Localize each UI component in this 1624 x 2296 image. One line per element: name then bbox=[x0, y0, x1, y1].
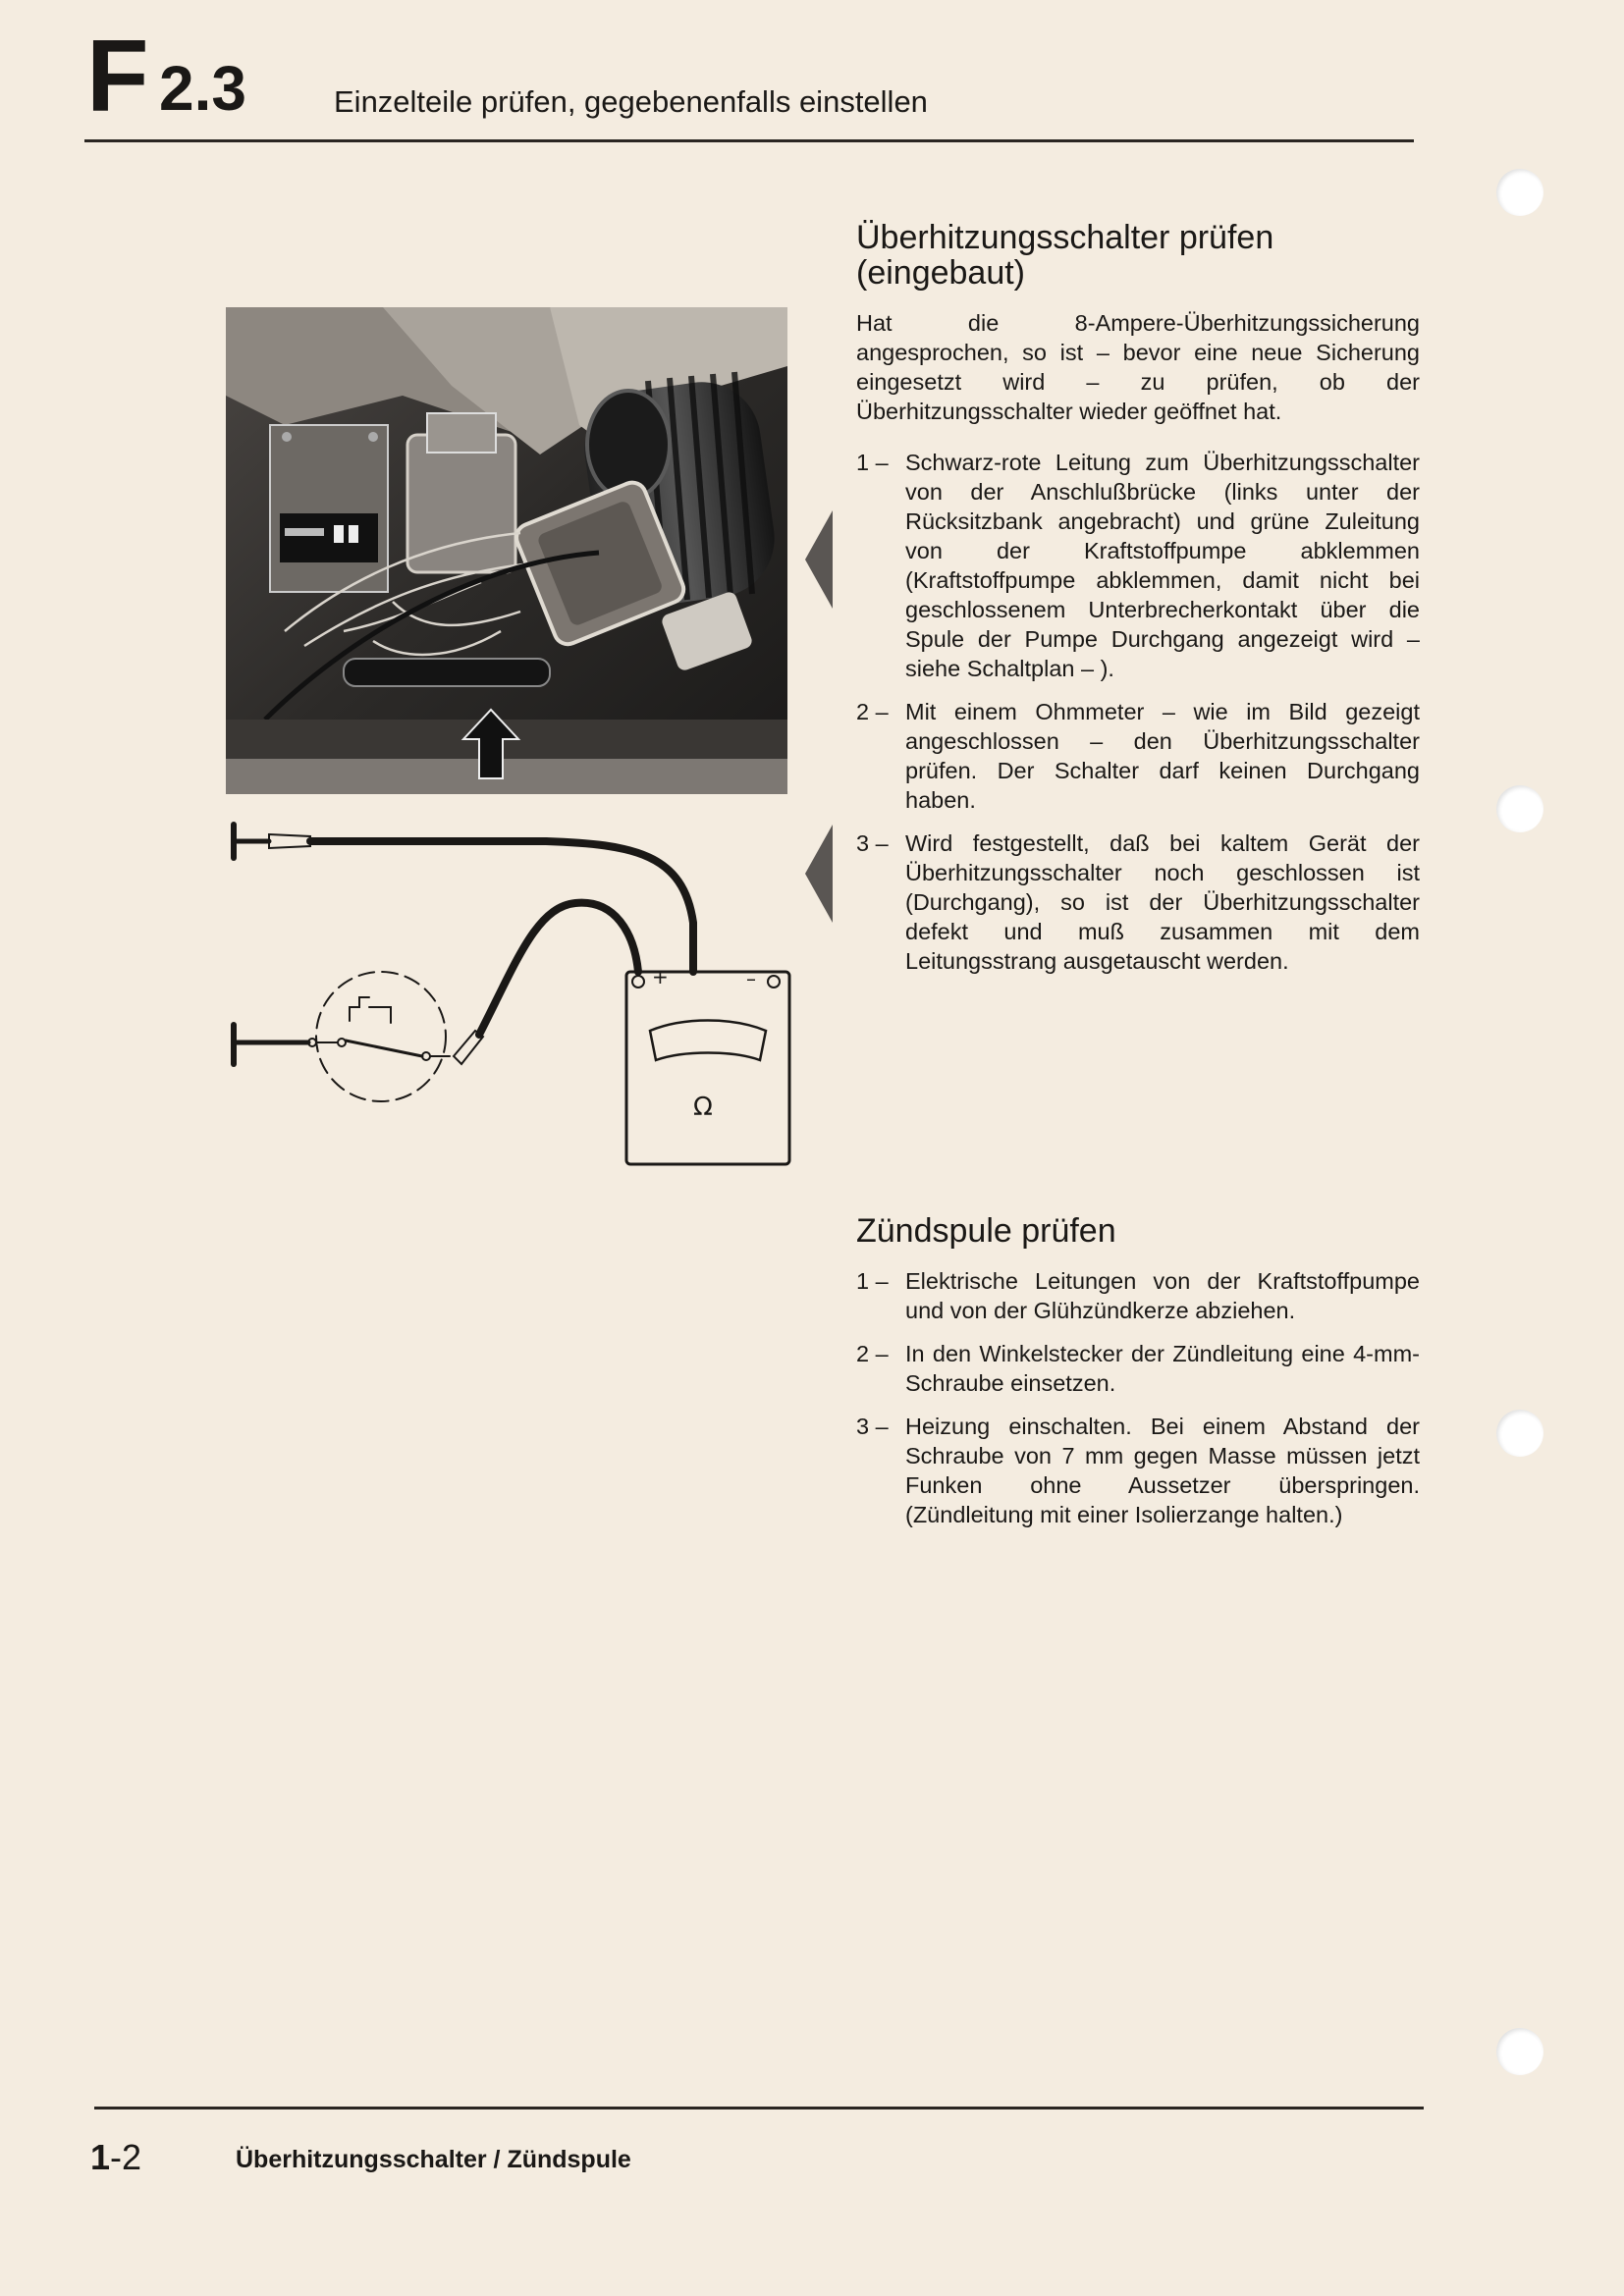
punch-hole bbox=[1496, 2028, 1543, 2075]
section-heading-line1: Überhitzungsschalter prüfen bbox=[856, 219, 1274, 256]
plus-terminal-label: + bbox=[652, 965, 669, 988]
intro-paragraph: Hat die 8-Ampere-Überhitzungssicherung angesprochen, so ist – bevor eine neue Sicherung eingesetzt wird – zu prüfen, ob der Überhitzungsschalter wieder geöffnet hat. bbox=[856, 310, 1420, 424]
step-number: 2 – bbox=[856, 1341, 889, 1366]
ohmmeter-circuit-diagram bbox=[222, 815, 801, 1168]
step-number: 2 – bbox=[856, 699, 889, 724]
step-number: 3 – bbox=[856, 1414, 889, 1439]
section-heading-line2: (eingebaut) bbox=[856, 254, 1026, 292]
step-number: 1 – bbox=[856, 1268, 889, 1294]
overheat-switch-section bbox=[856, 220, 1420, 976]
footer-title: Überhitzungsschalter / Zündspule bbox=[236, 2146, 631, 2173]
step-text: Mit einem Ohmmeter – wie im Bild gezeigt angeschlossen – den Überhitzungsschalter prüfen. Der Schalter darf keinen Durchgang haben. bbox=[905, 699, 1420, 813]
step-text: Elektrische Leitungen von der Kraftstoffpumpe und von der Glühzündkerze abziehen. bbox=[905, 1268, 1420, 1323]
list-item bbox=[856, 828, 1420, 976]
step-text: Heizung einschalten. Bei einem Abstand der Schraube von 7 mm gegen Masse müssen jetzt Funken ohne Aussetzer überspringen. (Zündleitung mit einer Isolierzange halten.) bbox=[905, 1414, 1420, 1527]
list-item bbox=[856, 1339, 1420, 1398]
list-item bbox=[856, 1266, 1420, 1325]
list-item bbox=[856, 697, 1420, 815]
section-number: 2.3 bbox=[159, 53, 246, 124]
ohm-symbol: Ω bbox=[693, 1093, 713, 1122]
list-item bbox=[856, 1412, 1420, 1529]
footer-rule bbox=[94, 2107, 1424, 2109]
pointer-arrow-icon bbox=[805, 510, 835, 609]
pointer-arrow-icon bbox=[805, 825, 835, 923]
page-header-title: Einzelteile prüfen, gegebenenfalls einstellen bbox=[334, 84, 928, 119]
punch-hole bbox=[1496, 1410, 1543, 1457]
page-number bbox=[90, 2137, 142, 2177]
step-number: 3 – bbox=[856, 830, 889, 856]
step-text: Schwarz-rote Leitung zum Überhitzungsschalter von der Anschlußbrücke (links unter der Rücksitzbank angebracht) und grüne Zuleitung von der Kraftstoffpumpe abklemmen (Kraftstoffpumpe abklemmen, damit nicht bei geschlossenem Unterbrecherkontakt über die Spule der Pumpe Durchgang angezeigt wird – siehe Schaltplan – ). bbox=[905, 450, 1420, 681]
step-number: 1 – bbox=[856, 450, 889, 475]
installed-switch-photo bbox=[226, 307, 787, 794]
header-rule bbox=[84, 139, 1414, 142]
step-text: In den Winkelstecker der Zündleitung eine 4-mm-Schraube einsetzen. bbox=[905, 1341, 1420, 1396]
page-number-rest: -2 bbox=[110, 2137, 142, 2177]
ignition-coil-section bbox=[856, 1213, 1420, 1529]
page-number-bold: 1 bbox=[90, 2137, 111, 2177]
list-item bbox=[856, 448, 1420, 683]
section-letter: F bbox=[86, 20, 147, 133]
punch-hole bbox=[1496, 169, 1543, 216]
minus-terminal-label: – bbox=[746, 967, 756, 990]
section-heading: Zündspule prüfen bbox=[856, 1212, 1116, 1250]
punch-hole bbox=[1496, 785, 1543, 832]
step-text: Wird festgestellt, daß bei kaltem Gerät der Überhitzungsschalter noch geschlossen ist (Durchgang), so ist der Überhitzungsschalter defekt und muß zusammen mit dem Leitungsstrang ausgetauscht werden. bbox=[905, 830, 1420, 974]
